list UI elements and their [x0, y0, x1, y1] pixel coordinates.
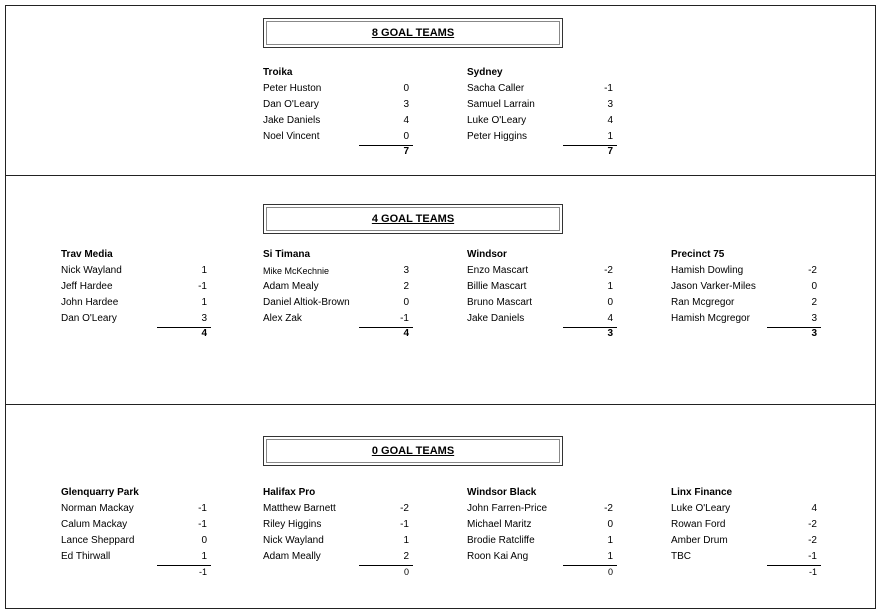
player-handicap: 3 [403, 99, 409, 110]
player-row [61, 311, 211, 327]
player-name: Rowan Ford [671, 519, 726, 530]
section-title: 0 GOAL TEAMS [371, 445, 455, 457]
section-divider [5, 175, 876, 176]
player-name: Peter Huston [263, 83, 322, 94]
player-name: Billie Mascart [467, 281, 527, 292]
player-row [467, 549, 617, 565]
team-block [263, 65, 413, 159]
player-row [263, 501, 413, 517]
player-handicap: -2 [808, 519, 817, 530]
team-total-row [671, 565, 821, 579]
player-handicap: 4 [607, 313, 613, 324]
team-total-row [263, 565, 413, 579]
player-handicap: 3 [607, 99, 613, 110]
section-title: 4 GOAL TEAMS [371, 213, 455, 225]
player-row [671, 263, 821, 279]
player-row [263, 279, 413, 295]
player-handicap: 3 [403, 265, 409, 276]
player-name: Ed Thirwall [61, 551, 111, 562]
team-name: Glenquarry Park [61, 487, 139, 498]
player-row [671, 533, 821, 549]
player-name: Adam Meally [263, 551, 321, 562]
player-name: Sacha Caller [467, 83, 525, 94]
player-handicap: -2 [400, 503, 409, 514]
player-handicap: 3 [201, 313, 207, 324]
team-block [61, 247, 211, 341]
player-name: Matthew Barnett [263, 503, 336, 514]
player-row [467, 533, 617, 549]
player-handicap: 0 [201, 535, 207, 546]
player-name: Brodie Ratcliffe [467, 535, 535, 546]
player-handicap: -1 [400, 519, 409, 530]
player-row [61, 263, 211, 279]
player-name: Nick Wayland [263, 535, 324, 546]
player-row [467, 517, 617, 533]
player-name: Dan O'Leary [263, 99, 319, 110]
player-handicap: -1 [400, 313, 409, 324]
player-name: Norman Mackay [61, 503, 134, 514]
player-name: Luke O'Leary [671, 503, 731, 514]
player-handicap: 1 [607, 281, 613, 292]
player-name: Bruno Mascart [467, 297, 533, 308]
player-name: Roon Kai Ang [467, 551, 529, 562]
player-handicap: -1 [198, 519, 207, 530]
team-block [467, 247, 617, 341]
player-name: Daniel Altiok-Brown [263, 297, 350, 308]
team-block [263, 485, 413, 579]
team-block [467, 65, 617, 159]
player-row [263, 129, 413, 145]
section-title-box [263, 204, 563, 234]
player-name: Alex Zak [263, 313, 302, 324]
team-total: 3 [607, 328, 613, 339]
team-total-row [263, 145, 413, 159]
player-name: Hamish Mcgregor [671, 313, 750, 324]
player-handicap: 2 [403, 551, 409, 562]
player-handicap: 1 [201, 551, 207, 562]
team-name: Halifax Pro [263, 487, 316, 498]
team-total: 7 [607, 146, 613, 157]
player-row [61, 533, 211, 549]
player-handicap: -2 [604, 265, 613, 276]
player-name: Amber Drum [671, 535, 728, 546]
player-row [671, 295, 821, 311]
player-name: Jake Daniels [467, 313, 525, 324]
team-name: Windsor [467, 249, 507, 260]
player-name: Samuel Larrain [467, 99, 535, 110]
player-name: Jason Varker-Miles [671, 281, 756, 292]
player-row [263, 517, 413, 533]
player-name: Nick Wayland [61, 265, 122, 276]
player-name: John Hardee [61, 297, 119, 308]
player-handicap: -1 [604, 83, 613, 94]
player-row [671, 279, 821, 295]
team-total: 3 [811, 328, 817, 339]
player-handicap: 4 [607, 115, 613, 126]
team-total: 0 [403, 567, 409, 577]
team-total: 7 [403, 146, 409, 157]
player-handicap: 0 [607, 519, 613, 530]
player-name: Mike McKechnie [263, 266, 330, 276]
section-divider [5, 404, 876, 405]
team-name: Linx Finance [671, 487, 733, 498]
player-name: John Farren-Price [467, 503, 548, 514]
team-name: Sydney [467, 67, 503, 78]
player-row [263, 81, 413, 97]
team-block [263, 247, 413, 341]
section-title-box [263, 436, 563, 466]
team-total-row [61, 327, 211, 341]
player-row [263, 97, 413, 113]
player-row [61, 279, 211, 295]
section-title: 8 GOAL TEAMS [371, 27, 455, 39]
player-row [467, 81, 617, 97]
team-total-row [671, 327, 821, 341]
player-name: Jake Daniels [263, 115, 321, 126]
player-handicap: -1 [808, 551, 817, 562]
player-row [467, 97, 617, 113]
team-total-row [467, 327, 617, 341]
player-row [263, 311, 413, 327]
player-row [263, 295, 413, 311]
player-handicap: 3 [811, 313, 817, 324]
player-handicap: -1 [198, 281, 207, 292]
player-row [61, 295, 211, 311]
team-total-row [467, 565, 617, 579]
player-name: Calum Mackay [61, 519, 128, 530]
section-title-box [263, 18, 563, 48]
player-name: Enzo Mascart [467, 265, 529, 276]
player-row [671, 501, 821, 517]
player-row [467, 113, 617, 129]
player-name: TBC [671, 551, 691, 562]
player-handicap: 1 [201, 297, 207, 308]
player-row [671, 517, 821, 533]
player-handicap: 0 [811, 281, 817, 292]
player-row [671, 549, 821, 565]
team-total-row [263, 327, 413, 341]
player-name: Peter Higgins [467, 131, 528, 142]
player-handicap: 0 [403, 83, 409, 94]
player-handicap: -2 [604, 503, 613, 514]
team-total: 0 [607, 567, 613, 577]
player-name: Ran Mcgregor [671, 297, 735, 308]
team-name: Trav Media [61, 249, 113, 260]
player-row [467, 129, 617, 145]
player-row [61, 549, 211, 565]
team-total: 4 [403, 328, 409, 339]
player-row [263, 113, 413, 129]
team-block [61, 485, 211, 579]
team-total-row [61, 565, 211, 579]
player-row [263, 263, 413, 279]
team-name: Troika [263, 67, 293, 78]
player-handicap: 1 [201, 265, 207, 276]
team-name: Precinct 75 [671, 249, 725, 260]
team-total: -1 [198, 567, 207, 577]
player-name: Hamish Dowling [671, 265, 744, 276]
player-handicap: 1 [607, 535, 613, 546]
team-total: 4 [201, 328, 207, 339]
player-row [467, 295, 617, 311]
player-handicap: -1 [198, 503, 207, 514]
team-block [671, 485, 821, 579]
team-name: Windsor Black [467, 487, 537, 498]
team-total-row [467, 145, 617, 159]
team-total: -1 [808, 567, 817, 577]
player-name: Dan O'Leary [61, 313, 117, 324]
player-handicap: 2 [403, 281, 409, 292]
player-row [467, 311, 617, 327]
player-row [61, 501, 211, 517]
player-handicap: 0 [403, 131, 409, 142]
player-name: Michael Maritz [467, 519, 532, 530]
team-block [671, 247, 821, 341]
player-row [263, 533, 413, 549]
player-handicap: 4 [403, 115, 409, 126]
player-name: Jeff Hardee [61, 281, 113, 292]
player-handicap: 2 [811, 297, 817, 308]
player-handicap: -2 [808, 535, 817, 546]
player-name: Lance Sheppard [61, 535, 135, 546]
player-handicap: 1 [607, 131, 613, 142]
player-handicap: -2 [808, 265, 817, 276]
team-block [467, 485, 617, 579]
player-row [467, 279, 617, 295]
player-row [263, 549, 413, 565]
team-name: Si Timana [263, 249, 311, 260]
player-name: Riley Higgins [263, 519, 322, 530]
player-handicap: 0 [403, 297, 409, 308]
player-handicap: 1 [403, 535, 409, 546]
player-name: Adam Mealy [263, 281, 319, 292]
player-row [61, 517, 211, 533]
player-handicap: 0 [607, 297, 613, 308]
player-name: Noel Vincent [263, 131, 320, 142]
player-handicap: 1 [607, 551, 613, 562]
player-row [671, 311, 821, 327]
player-row [467, 263, 617, 279]
player-row [467, 501, 617, 517]
player-handicap: 4 [811, 503, 817, 514]
player-name: Luke O'Leary [467, 115, 527, 126]
